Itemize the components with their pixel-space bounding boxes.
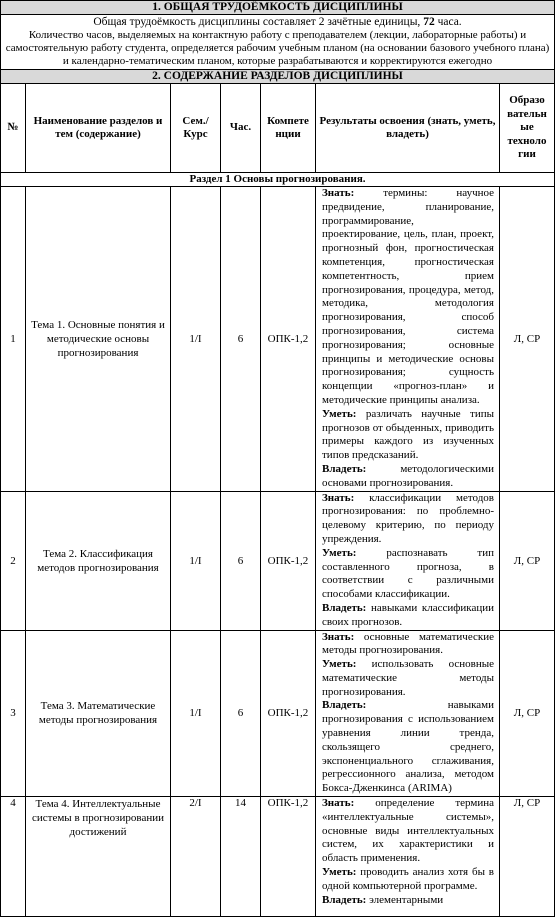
row-num: 1: [1, 187, 26, 492]
row-tech: Л, СР: [500, 187, 555, 492]
row-comp: ОПК-1,2: [261, 491, 316, 630]
intro-text-before: Общая трудоёмкость дисциплины составляет 2 зачётные единицы,: [93, 16, 421, 28]
can-label: Уметь:: [322, 866, 357, 879]
can-label: Уметь:: [322, 658, 357, 671]
col-header-comp: Компете нции: [261, 84, 316, 173]
know-label: Знать:: [322, 491, 355, 504]
table-row: [1, 491, 555, 630]
own-label: Владеть:: [322, 893, 367, 906]
row-num: 2: [1, 491, 26, 630]
can-item: [322, 658, 494, 699]
row-results: [316, 630, 500, 797]
know-label: Знать:: [322, 187, 355, 199]
row-tech: Л, СР: [500, 797, 555, 917]
row-topic: Тема 3. Математические методы прогнозирования: [26, 630, 171, 797]
table-row: [1, 797, 555, 917]
col-header-num: №: [1, 84, 26, 173]
own-item: [322, 699, 494, 796]
row-results: [316, 797, 500, 917]
intro-first-line: [5, 16, 550, 29]
can-label: Уметь:: [322, 546, 357, 559]
row-topic: Тема 2. Классификация методов прогнозирования: [26, 491, 171, 630]
own-label: Владеть:: [322, 462, 367, 475]
intro-text-after: часа.: [437, 16, 462, 28]
know-text: основные математические методы прогнозирования.: [322, 630, 494, 657]
row-sem: 1/I: [171, 491, 221, 630]
col-header-tech: Образо вательн ые техноло гии: [500, 84, 555, 173]
know-label: Знать:: [322, 797, 355, 810]
row-sem: 2/I: [171, 797, 221, 917]
can-item: [322, 547, 494, 602]
section2-heading: 2. СОДЕРЖАНИЕ РАЗДЕЛОВ ДИСЦИПЛИНЫ: [1, 70, 555, 84]
know-text: определение термина «интеллектуальные системы», основные виды интеллектуальных систем, их характеристики и область применения.: [322, 797, 494, 865]
row-results: [316, 187, 500, 492]
row-tech: Л, СР: [500, 630, 555, 797]
can-text: распознавать тип составленного прогноза, в соответствии с различными способами классификации.: [322, 546, 494, 601]
row-num: 3: [1, 630, 26, 797]
razdel-title: Раздел 1 Основы прогнозирования.: [1, 173, 555, 187]
section1-heading: 1. ОБЩАЯ ТРУДОЁМКОСТЬ ДИСЦИПЛИНЫ: [1, 1, 555, 15]
know-item: [322, 492, 494, 547]
row-num: 4: [1, 797, 26, 917]
row-hours: 6: [221, 491, 261, 630]
row-tech: Л, СР: [500, 491, 555, 630]
can-item: [322, 866, 494, 894]
row-topic: Тема 1. Основные понятия и методические основы прогнозирования: [26, 187, 171, 492]
know-text: классификации методов прогнозирования: по проблемно-целевому критерию, по периоду упреждения.: [322, 491, 494, 545]
col-header-hours: Час.: [221, 84, 261, 173]
table-row: [1, 187, 555, 492]
can-text: различать научные типы прогнозов от обыденных, приводить примеры каждого из изученных типов предсказаний.: [322, 407, 494, 462]
intro-rest: Количество часов, выделяемых на контактную работу с преподавателем (лекции, лабораторные работы) и самостоятельную работу студента, определяется рабочим учебным планом (на основании базового учебного плана) и календарно-тематическим планом, которые разрабатываются и корректируются ежегодно: [5, 29, 550, 67]
row-comp: ОПК-1,2: [261, 187, 316, 492]
can-item: [322, 408, 494, 463]
know-item: [322, 797, 494, 866]
can-label: Уметь:: [322, 407, 357, 420]
row-comp: ОПК-1,2: [261, 630, 316, 797]
know-item: [322, 631, 494, 659]
col-header-name: Наименование разделов и тем (содержание): [26, 84, 171, 173]
own-label: Владеть:: [322, 699, 367, 712]
own-text: элементарными: [369, 893, 444, 906]
own-text: навыками прогнозирования с использованием уравнения линии тренда, скользящего среднего, экспоненциального сглаживания, регрессионного анализа, методом Бокса-Дженкинса (ARIMA): [322, 699, 494, 795]
section1-intro: [1, 15, 555, 70]
col-header-results: Результаты освоения (знать, уметь, владеть): [316, 84, 500, 173]
row-results: [316, 491, 500, 630]
own-label: Владеть:: [322, 601, 367, 614]
know-label: Знать:: [322, 630, 355, 643]
table-header-row: [1, 84, 555, 173]
can-text: проводить анализ хотя бы в одной компьютерной программе.: [322, 866, 495, 892]
row-sem: 1/I: [171, 187, 221, 492]
table-row: [1, 630, 555, 797]
row-comp: ОПК-1,2: [261, 797, 316, 917]
row-hours: 14: [221, 797, 261, 917]
know-item: [322, 187, 494, 408]
row-sem: 1/I: [171, 630, 221, 797]
intro-hours-value: 72: [423, 16, 435, 28]
can-text: использовать основные математические методы прогнозирования.: [322, 658, 494, 698]
know-text: термины: научное предвидение, планирование, программирование, проектирование, цель, план, проект, прогнозный фон, прогностическая компетенция, прогностическая компетентность, прием прогнозирования, процедура, метод, методика, методология прогнозирования, способ прогнозирования, система прогнозирования; основные принципы и методические основы прогнозирования; сущность концепции «прогноз-план» и методические принципы анализа.: [322, 187, 494, 406]
own-item: [322, 602, 494, 630]
own-item: [322, 894, 494, 908]
row-hours: 6: [221, 630, 261, 797]
own-text: методологическими основами прогнозирования.: [322, 462, 494, 489]
row-topic: Тема 4. Интеллектуальные системы в прогнозировании достижений: [26, 797, 171, 917]
row-hours: 6: [221, 187, 261, 492]
col-header-sem: Сем./ Курс: [171, 84, 221, 173]
own-item: [322, 463, 494, 491]
own-text: навыками классификации своих прогнозов.: [322, 601, 494, 628]
